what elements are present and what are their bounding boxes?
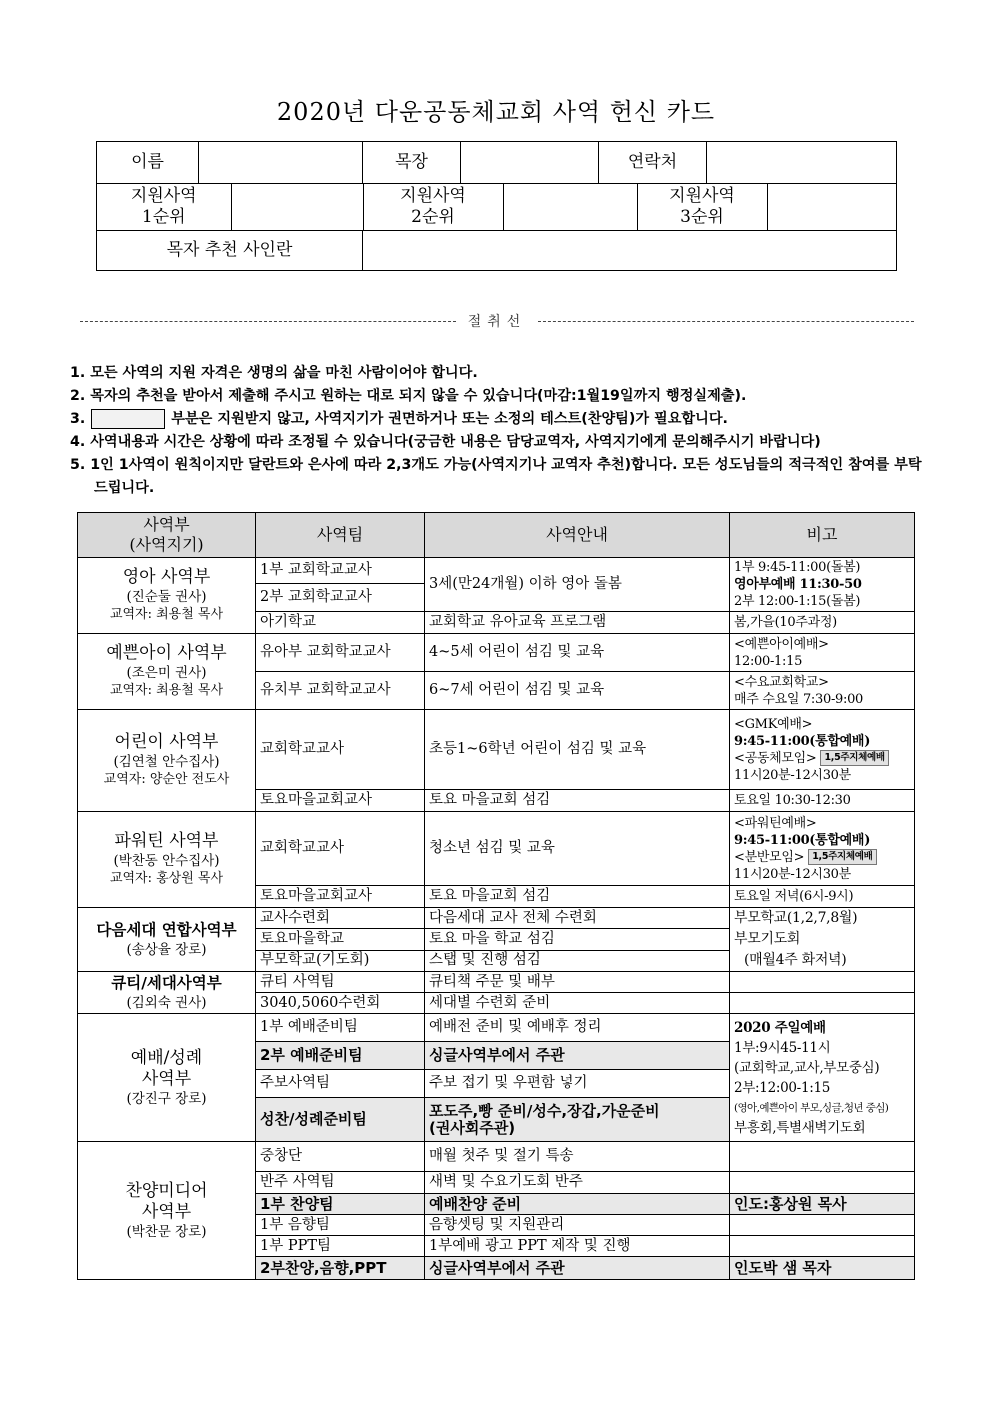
table-row [78,908,915,929]
choice1-label: 지원사역 1순위 [97,184,231,230]
table-row [78,710,915,790]
guide-cell: 청소년 섬김 및 교육 [425,812,730,886]
dept-worship: 예배/성례 사역부 (강진구 장로) [78,1014,256,1142]
dept-nextgen: 다음세대 연합사역부 (송상율 장로) [78,908,256,972]
cut-dash-left [80,321,456,322]
team-cell[interactable]: 2부 교회학교교사 [256,584,425,612]
team-cell[interactable]: 2부찬양,음향,PPT [256,1257,425,1280]
notice-item: 3. 부분은 지원받지 않고, 사역지기가 권면하거나 또는 소정의 테스트(찬양팀)가 필요합니다. [70,411,728,427]
choice1-field[interactable] [231,184,363,230]
guide-cell: 포도주,빵 준비/성수,장갑,가운준비 (권사회주관) [425,1098,730,1142]
team-cell[interactable]: 1부 찬양팀 [256,1194,425,1215]
page-title: 2020년 다운공동체교회 사역 헌신 카드 [276,98,716,126]
team-cell[interactable]: 반주 사역팀 [256,1172,425,1194]
note-cell [730,1215,915,1236]
guide-cell: 음향셋팅 및 지원관리 [425,1215,730,1236]
guide-cell: 토요 마을교회 섬김 [425,790,730,812]
note-cell [730,972,915,993]
ministry-choice-row [97,184,897,230]
header-guide: 사역안내 [425,513,730,558]
guide-cell: 1부예배 광고 PPT 제작 및 진행 [425,1236,730,1257]
ministry-table [77,512,915,1280]
guide-cell: 3세(만24개월) 이하 영아 돌봄 [425,558,730,612]
guide-cell: 싱글사역부에서 주관 [425,1257,730,1280]
dept-qt: 큐티/세대사역부 (김외숙 권사) [78,972,256,1014]
guide-cell: 4~5세 어린이 섬김 및 교육 [425,634,730,672]
cut-line [80,311,914,331]
guide-cell: 예배찬양 준비 [425,1194,730,1215]
pastor-sign-label: 목자 추천 사인란 [97,231,363,271]
guide-cell: 토요 마을교회 섬김 [425,886,730,908]
team-cell[interactable]: 교회학교교사 [256,812,425,886]
guide-cell: 큐티책 주문 및 배부 [425,972,730,993]
choice3-label: 지원사역 3순위 [637,184,767,230]
note-cell [730,1236,915,1257]
dept-infant: 영아 사역부 (진순둘 권사) 교역자: 최용철 목사 [78,558,256,634]
cut-dash-right [538,321,914,322]
guide-cell: 교회학교 유아교육 프로그램 [425,612,730,634]
team-cell[interactable]: 유아부 교회학교교사 [256,634,425,672]
team-cell[interactable]: 유치부 교회학교교사 [256,672,425,710]
guide-cell: 6~7세 어린이 섬김 및 교육 [425,672,730,710]
name-label: 이름 [97,142,199,184]
team-cell[interactable]: 아기학교 [256,612,425,634]
guide-cell: 세대별 수련회 준비 [425,993,730,1014]
team-cell[interactable]: 토요마을교회교사 [256,790,425,812]
name-field[interactable] [199,142,363,184]
choice2-field[interactable] [503,184,637,230]
contact-label: 연락처 [599,142,707,184]
header-dept: 사역부 (사역지기) [78,513,256,558]
notice-item: 4. 사역내용과 시간은 상황에 따라 조정될 수 있습니다(궁금한 내용은 담당교역자, 사역지기에게 문의해주시기 바랍니다) [70,434,821,450]
choice2-label: 지원사역 2순위 [363,184,503,230]
applicant-form [96,141,897,271]
shepherd-field[interactable] [461,142,599,184]
shepherd-label: 목장 [363,142,461,184]
notice-list [70,362,926,500]
note-cell: 토요일 10:30-12:30 [730,790,915,812]
note-cell: 인도박 샘 목자 [730,1257,915,1280]
dept-kinder: 예쁜아이 사역부 (조은미 권사) 교역자: 최용철 목사 [78,634,256,710]
table-row [78,558,915,584]
guide-cell: 새벽 및 수요기도회 반주 [425,1172,730,1194]
pastor-sign-field[interactable] [363,231,897,271]
team-cell[interactable]: 1부 음향팀 [256,1215,425,1236]
team-cell[interactable]: 교회학교교사 [256,710,425,790]
header-note: 비고 [730,513,915,558]
header-team: 사역팀 [256,513,425,558]
guide-cell: 스탭 및 진행 섬김 [425,950,730,971]
note-cell: 부모학교(1,2,7,8월) 부모기도회 (매월4주 화저녁) [730,908,915,972]
guide-cell: 토요 마을 학교 섬김 [425,929,730,950]
dept-youth: 파워틴 사역부 (박찬동 안수집사) 교역자: 홍상원 목사 [78,812,256,908]
table-row [78,812,915,886]
team-cell[interactable]: 1부 교회학교교사 [256,558,425,584]
choice3-field[interactable] [767,184,897,230]
note-cell: <예쁜아이예배> 12:00-1:15 [730,634,915,672]
shaded-sample-box [91,409,165,429]
guide-cell: 다음세대 교사 전체 수련회 [425,908,730,929]
guide-cell: 주보 접기 및 우편함 넣기 [425,1070,730,1098]
team-cell[interactable]: 토요마을교회교사 [256,886,425,908]
team-cell[interactable]: 토요마을학교 [256,929,425,950]
team-cell[interactable]: 중창단 [256,1142,425,1172]
tag-badge: 1,5주지체예배 [820,750,888,766]
note-cell: 봄,가을(10주과정) [730,612,915,634]
note-cell: <수요교회학교> 매주 수요일 7:30-9:00 [730,672,915,710]
team-cell[interactable]: 1부 예배준비팀 [256,1014,425,1042]
table-row [78,1142,915,1172]
note-cell [730,1142,915,1172]
table-header-row [78,513,915,558]
team-cell[interactable]: 성찬/성례준비팀 [256,1098,425,1142]
note-cell: 토요일 저녁(6시-9시) [730,886,915,908]
team-cell[interactable]: 주보사역팀 [256,1070,425,1098]
team-cell[interactable]: 3040,5060수련회 [256,993,425,1014]
notice-item: 1. 모든 사역의 지원 자격은 생명의 삶을 마친 사람이어야 합니다. [70,365,478,381]
note-cell: 2020 주일예배 1부:9시45-11시 (교회학교,교사,부모중심) 2부:12:00-1:15 (영아,예쁜아이 부모,싱글,청년 중심) 부흥회,특별새벽기도회 [730,1014,915,1142]
guide-cell: 예배전 준비 및 예배후 정리 [425,1014,730,1042]
team-cell[interactable]: 2부 예배준비팀 [256,1042,425,1070]
dept-children: 어린이 사역부 (김연철 안수집사) 교역자: 양순안 전도사 [78,710,256,812]
note-cell: 1부 9:45-11:00(돌봄) 영아부예배 11:30-50 2부 12:00-1:15(돌봄) [730,558,915,612]
contact-field[interactable] [707,142,897,184]
dept-praise: 찬양미디어 사역부 (박찬문 장로) [78,1142,256,1280]
note-cell: 인도:홍상원 목사 [730,1194,915,1215]
note-cell [730,993,915,1014]
notice-item: 2. 목자의 추천을 받아서 제출해 주시고 원하는 대로 되지 않을 수 있습니다(마감:1월19일까지 행정실제출). [70,388,747,404]
team-cell[interactable]: 큐티 사역팀 [256,972,425,993]
note-cell: <파워틴예배> 9:45-11:00(통합예배) <분반모임> 1,5주지체예배 11시20분-12시30분 [730,812,915,886]
table-row [78,972,915,993]
team-cell[interactable]: 부모학교(기도회) [256,950,425,971]
team-cell[interactable]: 교사수련회 [256,908,425,929]
team-cell[interactable]: 1부 PPT팀 [256,1236,425,1257]
note-cell [730,1172,915,1194]
guide-cell: 싱글사역부에서 주관 [425,1042,730,1070]
tag-badge: 1,5주지체예배 [808,849,876,865]
guide-cell: 초등1~6학년 어린이 섬김 및 교육 [425,710,730,790]
notice-item: 5. 1인 1사역이 원칙이지만 달란트와 은사에 따라 2,3개도 가능(사역지기나 교역자 추천)합니다. 모든 성도님들의 적극적인 참여를 부탁드립니다. [70,457,922,496]
note-cell: <GMK예배> 9:45-11:00(통합예배) <공동체모임> 1,5주지체예배 11시20분-12시30분 [730,710,915,790]
cut-label: 절취선 [467,314,527,330]
guide-cell: 매월 첫주 및 절기 특송 [425,1142,730,1172]
table-row [78,1014,915,1042]
table-row [78,634,915,672]
